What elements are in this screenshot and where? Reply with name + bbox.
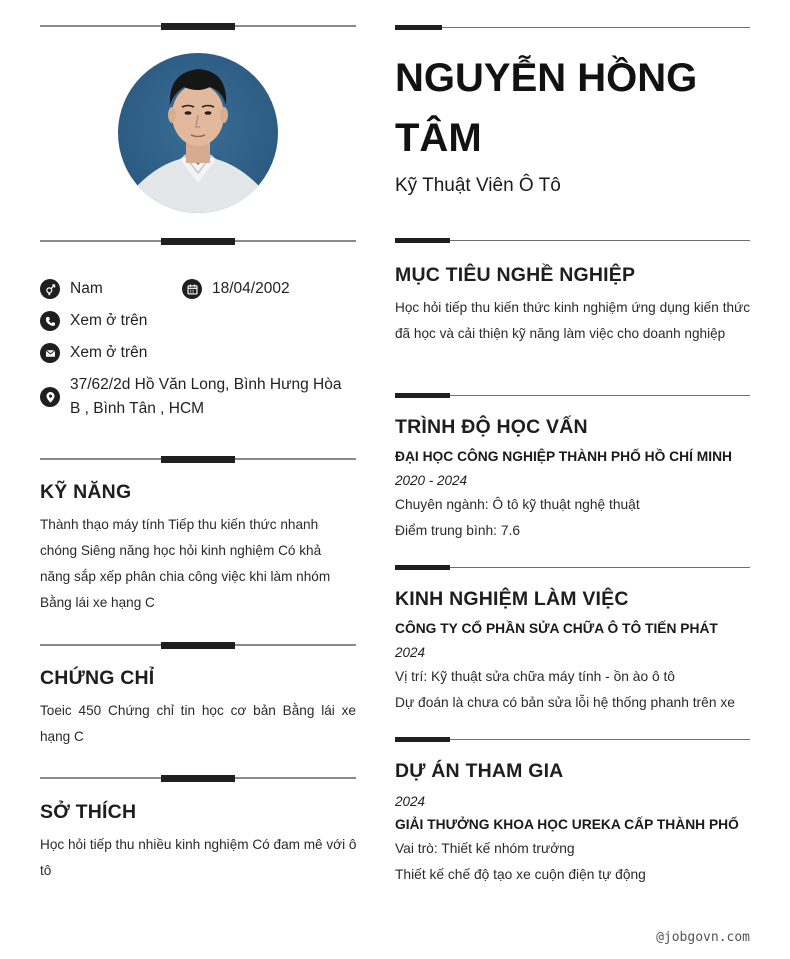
- hobbies-heading: SỞ THÍCH: [40, 801, 137, 823]
- job-title: Kỹ Thuật Viên Ô Tô: [395, 175, 561, 196]
- info-address: [40, 373, 360, 421]
- mail-icon: [40, 343, 60, 363]
- gender-value: Nam: [70, 280, 103, 297]
- divider-skills: [40, 454, 356, 464]
- divider-below-photo: [40, 236, 356, 246]
- email-value: Xem ở trên: [70, 344, 148, 361]
- divider-top-left: [40, 21, 356, 31]
- education-heading: TRÌNH ĐỘ HỌC VẤN: [395, 416, 588, 438]
- experience-position: Vị trí: Kỹ thuật sửa chữa máy tính - ồn ào ô tô: [395, 669, 675, 684]
- watermark-text: @jobgovn.com: [656, 930, 750, 945]
- info-email: [40, 341, 147, 365]
- projects-year: 2024: [395, 794, 426, 809]
- divider-projects: [395, 734, 750, 744]
- birthdate-value: 18/04/2002: [212, 280, 290, 297]
- divider-hobbies: [40, 773, 356, 783]
- certificates-heading: CHỨNG CHỈ: [40, 667, 155, 689]
- projects-role: Vai trò: Thiết kế nhóm trưởng: [395, 841, 575, 856]
- location-pin-icon: [40, 387, 60, 407]
- projects-description: Thiết kế chế độ tạo xe cuộn điện tự động: [395, 867, 646, 882]
- skills-text: Thành thạo máy tính Tiếp thu kiến thức nhanh chóng Siêng năng học hỏi kinh nghiệm Có khả năng sắp xếp phân chia công việc khi làm nhóm Bằng lái xe hạng C: [40, 517, 331, 610]
- calendar-icon: [182, 279, 202, 299]
- divider-education: [395, 390, 750, 400]
- education-gpa: Điểm trung bình: 7.6: [395, 523, 521, 538]
- info-gender: [40, 277, 103, 301]
- certificates-text: Toeic 450 Chứng chỉ tin học cơ bản Bằng lái xe hạng C: [40, 703, 356, 744]
- experience-year: 2024: [395, 645, 426, 660]
- profile-photo: [118, 53, 278, 213]
- experience-heading: KINH NGHIỆM LÀM VIỆC: [395, 588, 629, 610]
- objective-heading: MỤC TIÊU NGHỀ NGHIỆP: [395, 264, 636, 286]
- experience-company: CÔNG TY CỔ PHẦN SỬA CHỮA Ô TÔ TIẾN PHÁT: [395, 621, 718, 636]
- projects-heading: DỰ ÁN THAM GIA: [395, 760, 564, 782]
- info-birthdate: [182, 277, 290, 301]
- divider-certificates: [40, 640, 356, 650]
- address-value: 37/62/2d Hồ Văn Long, Bình Hưng Hòa B , Bình Tân , HCM: [70, 376, 342, 417]
- education-school: ĐẠI HỌC CÔNG NGHIỆP THÀNH PHỐ HỒ CHÍ MINH: [395, 449, 733, 464]
- divider-experience: [395, 562, 750, 572]
- phone-value: Xem ở trên: [70, 312, 148, 329]
- phone-icon: [40, 311, 60, 331]
- objective-text: Học hỏi tiếp thu kiến thức kinh nghiệm ứng dụng kiến thức đã học và cải thiện kỹ năng làm việc cho doanh nghiệp: [395, 300, 750, 341]
- skills-heading: KỸ NĂNG: [40, 481, 132, 503]
- projects-name: GIẢI THƯỞNG KHOA HỌC UREKA CẤP THÀNH PHỐ: [395, 817, 739, 832]
- candidate-name: NGUYỄN HỒNG TÂM: [395, 56, 698, 160]
- education-major: Chuyên ngành: Ô tô kỹ thuật nghệ thuật: [395, 497, 640, 512]
- experience-description: Dự đoán là chưa có bản sửa lỗi hệ thống phanh trên xe: [395, 695, 735, 710]
- info-phone: [40, 309, 147, 333]
- divider-top-right: [395, 22, 750, 32]
- gender-icon: [40, 279, 60, 299]
- education-period: 2020 - 2024: [395, 473, 468, 488]
- hobbies-text: Học hỏi tiếp thu nhiều kinh nghiệm Có đam mê với ô tô: [40, 837, 357, 878]
- divider-objective: [395, 235, 750, 245]
